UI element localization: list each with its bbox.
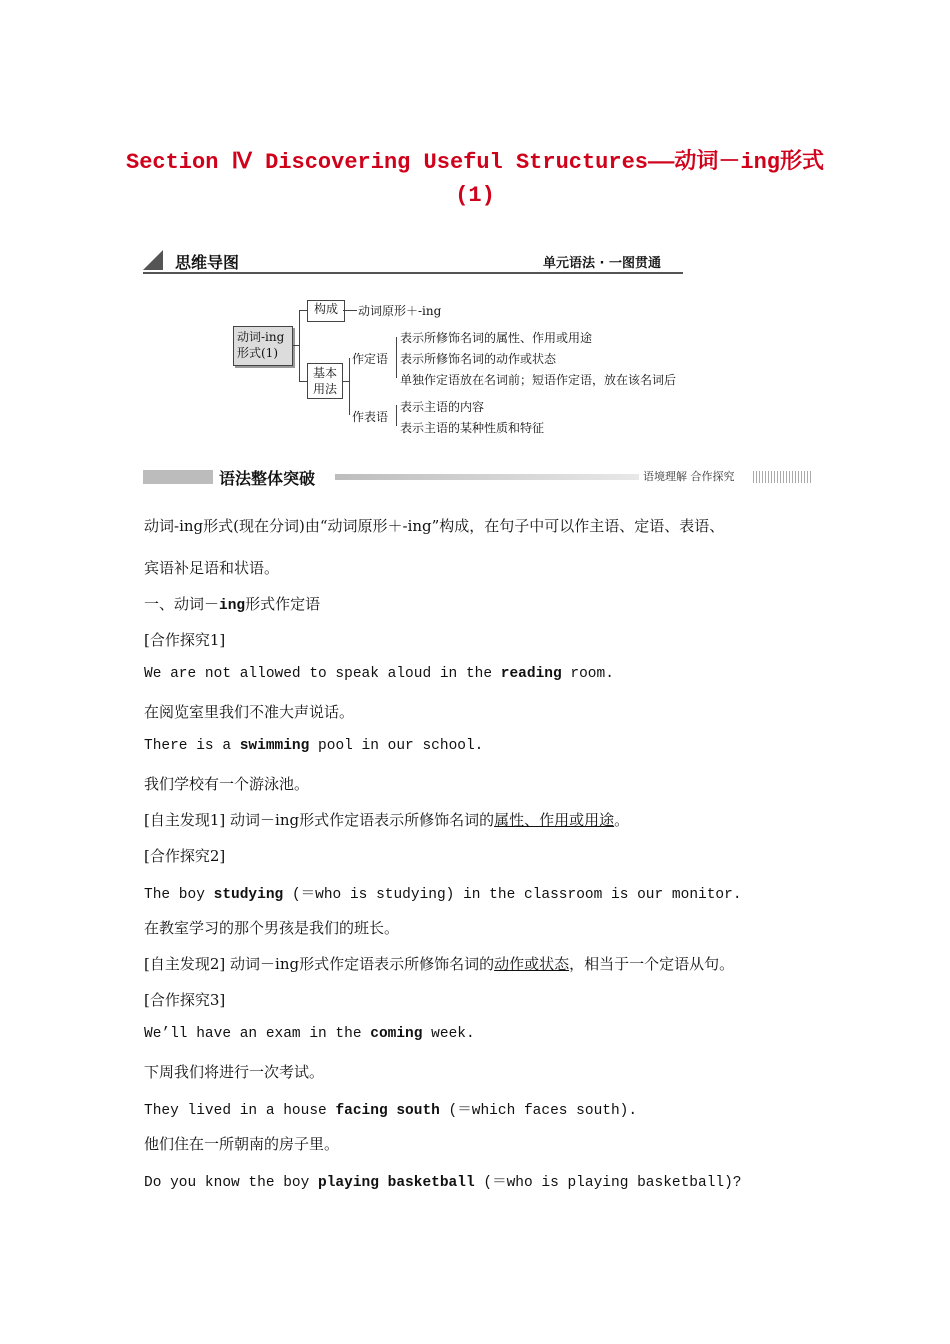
- grammar-section-bar: [143, 468, 813, 486]
- finding-answer: 动作或状态: [494, 955, 570, 973]
- sentence-part: week.: [422, 1026, 475, 1042]
- sentence-keyword: studying: [213, 887, 284, 903]
- example-sentence: [144, 666, 614, 682]
- mindmap-title: 思维导图: [175, 253, 240, 272]
- connector: [299, 381, 307, 382]
- example-sentence: [144, 882, 742, 903]
- sentence-part: There is a: [144, 738, 240, 754]
- mindmap-basic-usage: 基本用法: [307, 363, 343, 399]
- bar-decoration: [753, 471, 813, 483]
- connector: [396, 405, 397, 426]
- explore-label: [合作探究1]: [144, 631, 226, 649]
- translation: 在教室学习的那个男孩是我们的班长。: [144, 919, 400, 937]
- connector: [349, 358, 350, 415]
- mindmap-composition-text: 动词原形＋-ing: [358, 304, 442, 318]
- finding-part: ，相当于一个定语从句。: [569, 955, 735, 973]
- mindmap-attributive-item: 表示所修饰名词的属性、作用或用途: [400, 331, 593, 345]
- translation: 下周我们将进行一次考试。: [144, 1063, 325, 1081]
- sentence-part: They lived in a house: [144, 1103, 336, 1119]
- mindmap-attributive-item: 单独作定语放在名词前；短语作定语，放在该名词后: [400, 373, 677, 387]
- example-sentence: [144, 1098, 637, 1119]
- example-sentence: [144, 1026, 475, 1042]
- sentence-part: (＝who is playing basketball)?: [474, 1175, 742, 1191]
- sentence-keyword: facing south: [335, 1103, 440, 1119]
- sentence-part: The boy: [144, 887, 214, 903]
- intro-line: 宾语补足语和状语。: [144, 559, 280, 577]
- finding-part: [自主发现2] 动词－ing形式作定语表示所修饰名词的: [144, 955, 495, 973]
- finding: [144, 953, 734, 974]
- translation: 在阅览室里我们不准大声说话。: [144, 703, 355, 721]
- translation: 我们学校有一个游泳池。: [144, 775, 310, 793]
- finding-answer: 属性、作用或用途: [494, 811, 615, 829]
- explore-label: [合作探究2]: [144, 847, 226, 865]
- finding-part: 。: [614, 811, 630, 829]
- mindmap-predicative-item: 表示主语的某种性质和特征: [400, 421, 545, 435]
- sentence-part: pool in our school.: [309, 738, 484, 754]
- example-sentence: [144, 1170, 742, 1191]
- example-sentence: [144, 738, 483, 754]
- sentence-part: We are not allowed to speak aloud in the: [144, 666, 501, 682]
- sentence-part: (＝which faces south).: [439, 1103, 638, 1119]
- mindmap-subtitle: 单元语法 · 一图贯通: [543, 256, 661, 271]
- translation: 他们住在一所朝南的房子里。: [144, 1135, 340, 1153]
- sentence-part: We’ll have an exam in the: [144, 1026, 371, 1042]
- connector: [299, 310, 307, 311]
- sentence-part: Do you know the boy: [144, 1175, 319, 1191]
- heading-part: 一、动词－: [144, 595, 220, 613]
- mindmap-attributive-item: 表示所修饰名词的动作或状态: [400, 352, 557, 366]
- mindmap-predicative: 作表语: [352, 410, 389, 424]
- grammar-section-title: 语法整体突破: [216, 466, 318, 489]
- heading-part: ing: [219, 598, 246, 614]
- bar-decoration: [143, 470, 213, 484]
- finding: [144, 809, 629, 830]
- sentence-part: (＝who is studying) in the classroom is our monitor.: [283, 887, 742, 903]
- page-title-line2: (1): [455, 183, 495, 208]
- page-title-line1: Section Ⅳ Discovering Useful Structures——动词－ing形式: [126, 150, 824, 175]
- finding-part: [自主发现1] 动词－ing形式作定语表示所修饰名词的: [144, 811, 495, 829]
- grammar-section-subtitle: 语境理解 合作探究: [643, 470, 735, 483]
- sentence-keyword: playing basketball: [318, 1175, 475, 1191]
- sentence-part: room.: [561, 666, 614, 682]
- mindmap-attributive: 作定语: [352, 352, 389, 366]
- connector: [343, 310, 357, 311]
- mindmap-header: [143, 250, 683, 274]
- triangle-icon: [143, 250, 163, 270]
- sentence-keyword: swimming: [239, 738, 310, 754]
- bar-decoration: [335, 474, 639, 480]
- intro-line: 动词-ing形式(现在分词)由“动词原形＋-ing”构成，在句子中可以作主语、定语、表语、: [144, 517, 725, 535]
- section-heading: [144, 593, 320, 614]
- sentence-keyword: reading: [500, 666, 562, 682]
- mindmap-predicative-item: 表示主语的内容: [400, 400, 485, 414]
- heading-part: 形式作定语: [245, 595, 321, 613]
- connector: [396, 337, 397, 378]
- explore-label: [合作探究3]: [144, 991, 226, 1009]
- sentence-keyword: coming: [370, 1026, 423, 1042]
- connector: [299, 310, 300, 382]
- mindmap-composition: 构成: [307, 300, 345, 322]
- mindmap-root: 动词-ing形式(1): [233, 326, 293, 366]
